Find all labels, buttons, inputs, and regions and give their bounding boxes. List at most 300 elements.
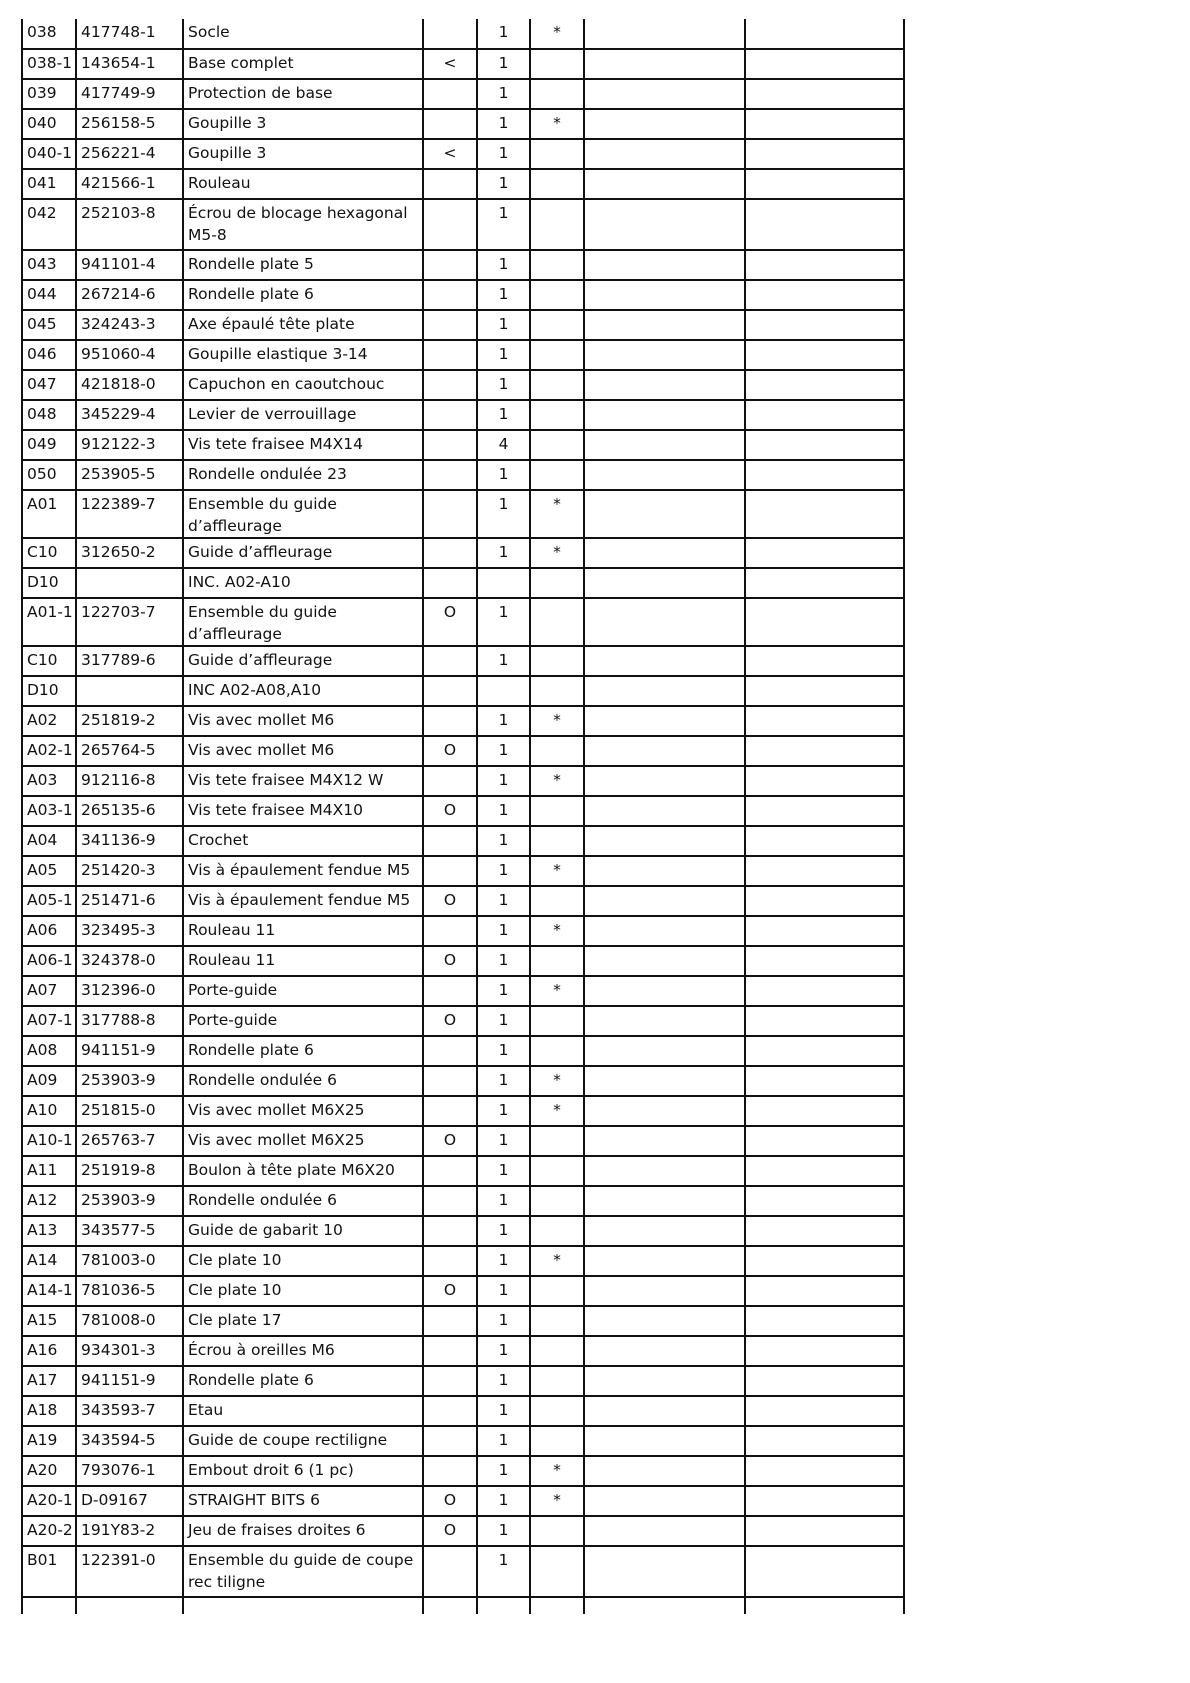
change-mark-cell bbox=[423, 400, 477, 430]
extra-2-cell bbox=[745, 1276, 904, 1306]
quantity-cell: 1 bbox=[477, 796, 530, 826]
part-number-cell: 143654-1 bbox=[76, 49, 183, 79]
item-number-cell: 038-1 bbox=[22, 49, 76, 79]
table-row bbox=[22, 1156, 904, 1186]
item-number-cell: A04 bbox=[22, 826, 76, 856]
note-mark-cell bbox=[530, 1276, 584, 1306]
extra-2-cell bbox=[745, 916, 904, 946]
note-mark-cell: * bbox=[530, 19, 584, 49]
part-number-cell: 265135-6 bbox=[76, 796, 183, 826]
empty-cell bbox=[76, 1597, 183, 1614]
extra-1-cell bbox=[584, 856, 745, 886]
part-number-cell: 343593-7 bbox=[76, 1396, 183, 1426]
extra-2-cell bbox=[745, 400, 904, 430]
extra-2-cell bbox=[745, 1186, 904, 1216]
item-number-cell: 049 bbox=[22, 430, 76, 460]
item-number-cell: A15 bbox=[22, 1306, 76, 1336]
empty-cell bbox=[745, 1597, 904, 1614]
item-number-cell: A06 bbox=[22, 916, 76, 946]
change-mark-cell bbox=[423, 1066, 477, 1096]
table-row bbox=[22, 310, 904, 340]
quantity-cell: 1 bbox=[477, 250, 530, 280]
item-number-cell: D10 bbox=[22, 676, 76, 706]
change-mark-cell bbox=[423, 280, 477, 310]
extra-2-cell bbox=[745, 1006, 904, 1036]
note-mark-cell bbox=[530, 460, 584, 490]
table-row bbox=[22, 1546, 904, 1597]
extra-2-cell bbox=[745, 856, 904, 886]
table-row bbox=[22, 1276, 904, 1306]
part-number-cell: 253903-9 bbox=[76, 1066, 183, 1096]
table-row bbox=[22, 646, 904, 676]
note-mark-cell bbox=[530, 370, 584, 400]
extra-2-cell bbox=[745, 976, 904, 1006]
extra-1-cell bbox=[584, 400, 745, 430]
table-row bbox=[22, 490, 904, 538]
extra-1-cell bbox=[584, 310, 745, 340]
quantity-cell: 1 bbox=[477, 976, 530, 1006]
extra-2-cell bbox=[745, 460, 904, 490]
change-mark-cell: O bbox=[423, 736, 477, 766]
empty-cell bbox=[183, 1597, 423, 1614]
extra-1-cell bbox=[584, 1516, 745, 1546]
extra-1-cell bbox=[584, 646, 745, 676]
item-number-cell: 047 bbox=[22, 370, 76, 400]
item-number-cell: 046 bbox=[22, 340, 76, 370]
description-cell: Vis tete fraisee M4X10 bbox=[183, 796, 423, 826]
description-cell: Porte-guide bbox=[183, 1006, 423, 1036]
extra-2-cell bbox=[745, 736, 904, 766]
item-number-cell: A02-1 bbox=[22, 736, 76, 766]
change-mark-cell bbox=[423, 1336, 477, 1366]
extra-1-cell bbox=[584, 490, 745, 538]
note-mark-cell: * bbox=[530, 856, 584, 886]
table-row bbox=[22, 1186, 904, 1216]
extra-1-cell bbox=[584, 706, 745, 736]
note-mark-cell bbox=[530, 1156, 584, 1186]
part-number-cell: 951060-4 bbox=[76, 340, 183, 370]
table-row bbox=[22, 79, 904, 109]
table-row bbox=[22, 886, 904, 916]
item-number-cell: C10 bbox=[22, 646, 76, 676]
part-number-cell: 417749-9 bbox=[76, 79, 183, 109]
part-number-cell: 251815-0 bbox=[76, 1096, 183, 1126]
description-cell: Jeu de fraises droites 6 bbox=[183, 1516, 423, 1546]
part-number-cell bbox=[76, 568, 183, 598]
extra-2-cell bbox=[745, 568, 904, 598]
description-cell: Embout droit 6 (1 pc) bbox=[183, 1456, 423, 1486]
extra-1-cell bbox=[584, 976, 745, 1006]
part-number-cell bbox=[76, 676, 183, 706]
empty-cell bbox=[22, 1597, 76, 1614]
table-row bbox=[22, 946, 904, 976]
extra-2-cell bbox=[745, 370, 904, 400]
empty-cell bbox=[423, 1597, 477, 1614]
part-number-cell: 265763-7 bbox=[76, 1126, 183, 1156]
quantity-cell: 1 bbox=[477, 736, 530, 766]
quantity-cell: 1 bbox=[477, 199, 530, 250]
table-row bbox=[22, 370, 904, 400]
item-number-cell: A08 bbox=[22, 1036, 76, 1066]
extra-1-cell bbox=[584, 1066, 745, 1096]
description-cell: Guide d’affleurage bbox=[183, 646, 423, 676]
item-number-cell: A19 bbox=[22, 1426, 76, 1456]
item-number-cell: 038 bbox=[22, 19, 76, 49]
table-row bbox=[22, 19, 904, 49]
item-number-cell: A12 bbox=[22, 1186, 76, 1216]
quantity-cell: 1 bbox=[477, 1486, 530, 1516]
table-row bbox=[22, 400, 904, 430]
extra-1-cell bbox=[584, 1546, 745, 1597]
table-row bbox=[22, 916, 904, 946]
table-row bbox=[22, 1246, 904, 1276]
change-mark-cell bbox=[423, 109, 477, 139]
description-cell: INC A02-A08,A10 bbox=[183, 676, 423, 706]
description-cell: Guide d’affleurage bbox=[183, 538, 423, 568]
extra-2-cell bbox=[745, 826, 904, 856]
change-mark-cell bbox=[423, 460, 477, 490]
item-number-cell: A20 bbox=[22, 1456, 76, 1486]
part-number-cell: 793076-1 bbox=[76, 1456, 183, 1486]
part-number-cell: 324243-3 bbox=[76, 310, 183, 340]
table-row bbox=[22, 1426, 904, 1456]
description-cell: Vis avec mollet M6X25 bbox=[183, 1096, 423, 1126]
description-cell: Vis à épaulement fendue M5 bbox=[183, 886, 423, 916]
description-cell: Levier de verrouillage bbox=[183, 400, 423, 430]
part-number-cell: 122703-7 bbox=[76, 598, 183, 646]
description-cell: Goupille 3 bbox=[183, 139, 423, 169]
note-mark-cell bbox=[530, 826, 584, 856]
description-cell: Rouleau 11 bbox=[183, 916, 423, 946]
item-number-cell: A09 bbox=[22, 1066, 76, 1096]
note-mark-cell bbox=[530, 1396, 584, 1426]
table-row bbox=[22, 199, 904, 250]
part-number-cell: 122391-0 bbox=[76, 1546, 183, 1597]
quantity-cell: 1 bbox=[477, 1246, 530, 1276]
item-number-cell: 039 bbox=[22, 79, 76, 109]
description-cell: Cle plate 17 bbox=[183, 1306, 423, 1336]
change-mark-cell bbox=[423, 646, 477, 676]
change-mark-cell bbox=[423, 1156, 477, 1186]
description-cell: Cle plate 10 bbox=[183, 1276, 423, 1306]
note-mark-cell bbox=[530, 646, 584, 676]
extra-2-cell bbox=[745, 886, 904, 916]
extra-1-cell bbox=[584, 1006, 745, 1036]
quantity-cell: 1 bbox=[477, 370, 530, 400]
note-mark-cell bbox=[530, 400, 584, 430]
note-mark-cell bbox=[530, 1426, 584, 1456]
part-number-cell: 341136-9 bbox=[76, 826, 183, 856]
extra-1-cell bbox=[584, 340, 745, 370]
item-number-cell: A02 bbox=[22, 706, 76, 736]
table-row bbox=[22, 598, 904, 646]
description-cell: Rondelle ondulée 6 bbox=[183, 1186, 423, 1216]
description-cell: Guide de gabarit 10 bbox=[183, 1216, 423, 1246]
part-number-cell: 912116-8 bbox=[76, 766, 183, 796]
change-mark-cell bbox=[423, 706, 477, 736]
part-number-cell: 324378-0 bbox=[76, 946, 183, 976]
part-number-cell: 251919-8 bbox=[76, 1156, 183, 1186]
change-mark-cell bbox=[423, 430, 477, 460]
note-mark-cell: * bbox=[530, 109, 584, 139]
description-cell: Vis tete fraisee M4X12 W bbox=[183, 766, 423, 796]
parts-table bbox=[21, 19, 905, 1614]
extra-2-cell bbox=[745, 1036, 904, 1066]
change-mark-cell: < bbox=[423, 139, 477, 169]
quantity-cell: 1 bbox=[477, 1276, 530, 1306]
note-mark-cell: * bbox=[530, 1246, 584, 1276]
change-mark-cell bbox=[423, 1246, 477, 1276]
quantity-cell bbox=[477, 676, 530, 706]
extra-2-cell bbox=[745, 250, 904, 280]
part-number-cell: 343594-5 bbox=[76, 1426, 183, 1456]
change-mark-cell: O bbox=[423, 598, 477, 646]
table-row bbox=[22, 1036, 904, 1066]
table-row bbox=[22, 169, 904, 199]
table-row bbox=[22, 1306, 904, 1336]
note-mark-cell: * bbox=[530, 1096, 584, 1126]
quantity-cell: 1 bbox=[477, 766, 530, 796]
quantity-cell: 1 bbox=[477, 169, 530, 199]
quantity-cell: 1 bbox=[477, 310, 530, 340]
extra-2-cell bbox=[745, 280, 904, 310]
note-mark-cell bbox=[530, 139, 584, 169]
quantity-cell: 1 bbox=[477, 1066, 530, 1096]
note-mark-cell bbox=[530, 49, 584, 79]
item-number-cell: A01 bbox=[22, 490, 76, 538]
extra-1-cell bbox=[584, 460, 745, 490]
extra-1-cell bbox=[584, 676, 745, 706]
extra-2-cell bbox=[745, 109, 904, 139]
change-mark-cell: O bbox=[423, 1126, 477, 1156]
item-number-cell: 050 bbox=[22, 460, 76, 490]
description-cell: Vis avec mollet M6X25 bbox=[183, 1126, 423, 1156]
extra-2-cell bbox=[745, 1516, 904, 1546]
description-cell: Écrou de blocage hexagonal M5-8 bbox=[183, 199, 423, 250]
extra-1-cell bbox=[584, 1486, 745, 1516]
description-cell: Vis tete fraisee M4X14 bbox=[183, 430, 423, 460]
note-mark-cell bbox=[530, 1546, 584, 1597]
change-mark-cell bbox=[423, 538, 477, 568]
quantity-cell: 1 bbox=[477, 538, 530, 568]
note-mark-cell bbox=[530, 598, 584, 646]
extra-2-cell bbox=[745, 598, 904, 646]
description-cell: Vis à épaulement fendue M5 bbox=[183, 856, 423, 886]
description-cell: Rondelle ondulée 23 bbox=[183, 460, 423, 490]
quantity-cell: 1 bbox=[477, 1546, 530, 1597]
table-row bbox=[22, 766, 904, 796]
change-mark-cell bbox=[423, 1546, 477, 1597]
table-row bbox=[22, 1516, 904, 1546]
item-number-cell: 045 bbox=[22, 310, 76, 340]
extra-1-cell bbox=[584, 109, 745, 139]
change-mark-cell bbox=[423, 976, 477, 1006]
change-mark-cell: < bbox=[423, 49, 477, 79]
note-mark-cell bbox=[530, 1126, 584, 1156]
note-mark-cell bbox=[530, 1306, 584, 1336]
quantity-cell: 1 bbox=[477, 49, 530, 79]
extra-2-cell bbox=[745, 1066, 904, 1096]
extra-1-cell bbox=[584, 1366, 745, 1396]
item-number-cell: A13 bbox=[22, 1216, 76, 1246]
extra-1-cell bbox=[584, 169, 745, 199]
note-mark-cell bbox=[530, 79, 584, 109]
note-mark-cell bbox=[530, 1036, 584, 1066]
part-number-cell: 421818-0 bbox=[76, 370, 183, 400]
note-mark-cell: * bbox=[530, 976, 584, 1006]
note-mark-cell: * bbox=[530, 916, 584, 946]
item-number-cell: A10 bbox=[22, 1096, 76, 1126]
quantity-cell: 1 bbox=[477, 946, 530, 976]
note-mark-cell bbox=[530, 1516, 584, 1546]
extra-2-cell bbox=[745, 490, 904, 538]
part-number-cell: 253903-9 bbox=[76, 1186, 183, 1216]
quantity-cell: 1 bbox=[477, 1336, 530, 1366]
change-mark-cell: O bbox=[423, 946, 477, 976]
item-number-cell: A17 bbox=[22, 1366, 76, 1396]
item-number-cell: D10 bbox=[22, 568, 76, 598]
note-mark-cell: * bbox=[530, 1066, 584, 1096]
change-mark-cell bbox=[423, 766, 477, 796]
part-number-cell: 941151-9 bbox=[76, 1366, 183, 1396]
extra-1-cell bbox=[584, 79, 745, 109]
quantity-cell: 1 bbox=[477, 19, 530, 49]
change-mark-cell bbox=[423, 340, 477, 370]
table-row bbox=[22, 796, 904, 826]
part-number-cell: 312396-0 bbox=[76, 976, 183, 1006]
item-number-cell: A11 bbox=[22, 1156, 76, 1186]
description-cell: Rondelle ondulée 6 bbox=[183, 1066, 423, 1096]
description-cell: Vis avec mollet M6 bbox=[183, 736, 423, 766]
note-mark-cell bbox=[530, 1366, 584, 1396]
quantity-cell: 1 bbox=[477, 886, 530, 916]
description-cell: Boulon à tête plate M6X20 bbox=[183, 1156, 423, 1186]
extra-2-cell bbox=[745, 310, 904, 340]
extra-2-cell bbox=[745, 1126, 904, 1156]
part-number-cell: 256158-5 bbox=[76, 109, 183, 139]
extra-2-cell bbox=[745, 766, 904, 796]
note-mark-cell bbox=[530, 250, 584, 280]
table-row bbox=[22, 460, 904, 490]
extra-1-cell bbox=[584, 1036, 745, 1066]
extra-2-cell bbox=[745, 340, 904, 370]
item-number-cell: 044 bbox=[22, 280, 76, 310]
extra-2-cell bbox=[745, 169, 904, 199]
note-mark-cell bbox=[530, 430, 584, 460]
table-row bbox=[22, 1216, 904, 1246]
part-number-cell: 781008-0 bbox=[76, 1306, 183, 1336]
part-number-cell: 317788-8 bbox=[76, 1006, 183, 1036]
table-row bbox=[22, 1336, 904, 1366]
note-mark-cell bbox=[530, 568, 584, 598]
description-cell: INC. A02-A10 bbox=[183, 568, 423, 598]
description-cell: Socle bbox=[183, 19, 423, 49]
extra-2-cell bbox=[745, 706, 904, 736]
extra-1-cell bbox=[584, 139, 745, 169]
part-number-cell: 323495-3 bbox=[76, 916, 183, 946]
note-mark-cell bbox=[530, 1186, 584, 1216]
extra-1-cell bbox=[584, 280, 745, 310]
description-cell: Rondelle plate 6 bbox=[183, 280, 423, 310]
change-mark-cell: O bbox=[423, 796, 477, 826]
part-number-cell: 251420-3 bbox=[76, 856, 183, 886]
item-number-cell: A03-1 bbox=[22, 796, 76, 826]
quantity-cell: 1 bbox=[477, 1366, 530, 1396]
change-mark-cell bbox=[423, 1306, 477, 1336]
note-mark-cell: * bbox=[530, 538, 584, 568]
item-number-cell: A06-1 bbox=[22, 946, 76, 976]
extra-1-cell bbox=[584, 1126, 745, 1156]
quantity-cell: 1 bbox=[477, 1396, 530, 1426]
table-row bbox=[22, 340, 904, 370]
note-mark-cell bbox=[530, 340, 584, 370]
item-number-cell: A16 bbox=[22, 1336, 76, 1366]
quantity-cell: 1 bbox=[477, 1516, 530, 1546]
description-cell: Vis avec mollet M6 bbox=[183, 706, 423, 736]
description-cell: Etau bbox=[183, 1396, 423, 1426]
extra-2-cell bbox=[745, 79, 904, 109]
table-row bbox=[22, 49, 904, 79]
extra-2-cell bbox=[745, 1306, 904, 1336]
extra-1-cell bbox=[584, 250, 745, 280]
change-mark-cell bbox=[423, 1216, 477, 1246]
part-number-cell: 421566-1 bbox=[76, 169, 183, 199]
note-mark-cell: * bbox=[530, 1486, 584, 1516]
table-row bbox=[22, 568, 904, 598]
part-number-cell: 941101-4 bbox=[76, 250, 183, 280]
table-row bbox=[22, 1096, 904, 1126]
quantity-cell: 1 bbox=[477, 79, 530, 109]
extra-1-cell bbox=[584, 199, 745, 250]
quantity-cell: 1 bbox=[477, 1456, 530, 1486]
empty-cell bbox=[477, 1597, 530, 1614]
part-number-cell: 781036-5 bbox=[76, 1276, 183, 1306]
item-number-cell: A05 bbox=[22, 856, 76, 886]
extra-2-cell bbox=[745, 1396, 904, 1426]
quantity-cell: 1 bbox=[477, 1006, 530, 1036]
table-row bbox=[22, 736, 904, 766]
table-row bbox=[22, 250, 904, 280]
extra-1-cell bbox=[584, 1276, 745, 1306]
quantity-cell: 1 bbox=[477, 1426, 530, 1456]
note-mark-cell bbox=[530, 886, 584, 916]
description-cell: Goupille elastique 3-14 bbox=[183, 340, 423, 370]
extra-1-cell bbox=[584, 1456, 745, 1486]
extra-2-cell bbox=[745, 1486, 904, 1516]
extra-2-cell bbox=[745, 1336, 904, 1366]
extra-2-cell bbox=[745, 1216, 904, 1246]
description-cell: Rouleau bbox=[183, 169, 423, 199]
table-row bbox=[22, 1486, 904, 1516]
change-mark-cell bbox=[423, 568, 477, 598]
quantity-cell: 1 bbox=[477, 916, 530, 946]
extra-1-cell bbox=[584, 1096, 745, 1126]
extra-1-cell bbox=[584, 916, 745, 946]
change-mark-cell: O bbox=[423, 1276, 477, 1306]
change-mark-cell bbox=[423, 1096, 477, 1126]
extra-2-cell bbox=[745, 946, 904, 976]
description-cell: Cle plate 10 bbox=[183, 1246, 423, 1276]
note-mark-cell bbox=[530, 199, 584, 250]
note-mark-cell: * bbox=[530, 1456, 584, 1486]
note-mark-cell bbox=[530, 1216, 584, 1246]
description-cell: Rouleau 11 bbox=[183, 946, 423, 976]
part-number-cell: 345229-4 bbox=[76, 400, 183, 430]
item-number-cell: 040 bbox=[22, 109, 76, 139]
quantity-cell: 1 bbox=[477, 856, 530, 886]
table-row bbox=[22, 1456, 904, 1486]
note-mark-cell bbox=[530, 1336, 584, 1366]
